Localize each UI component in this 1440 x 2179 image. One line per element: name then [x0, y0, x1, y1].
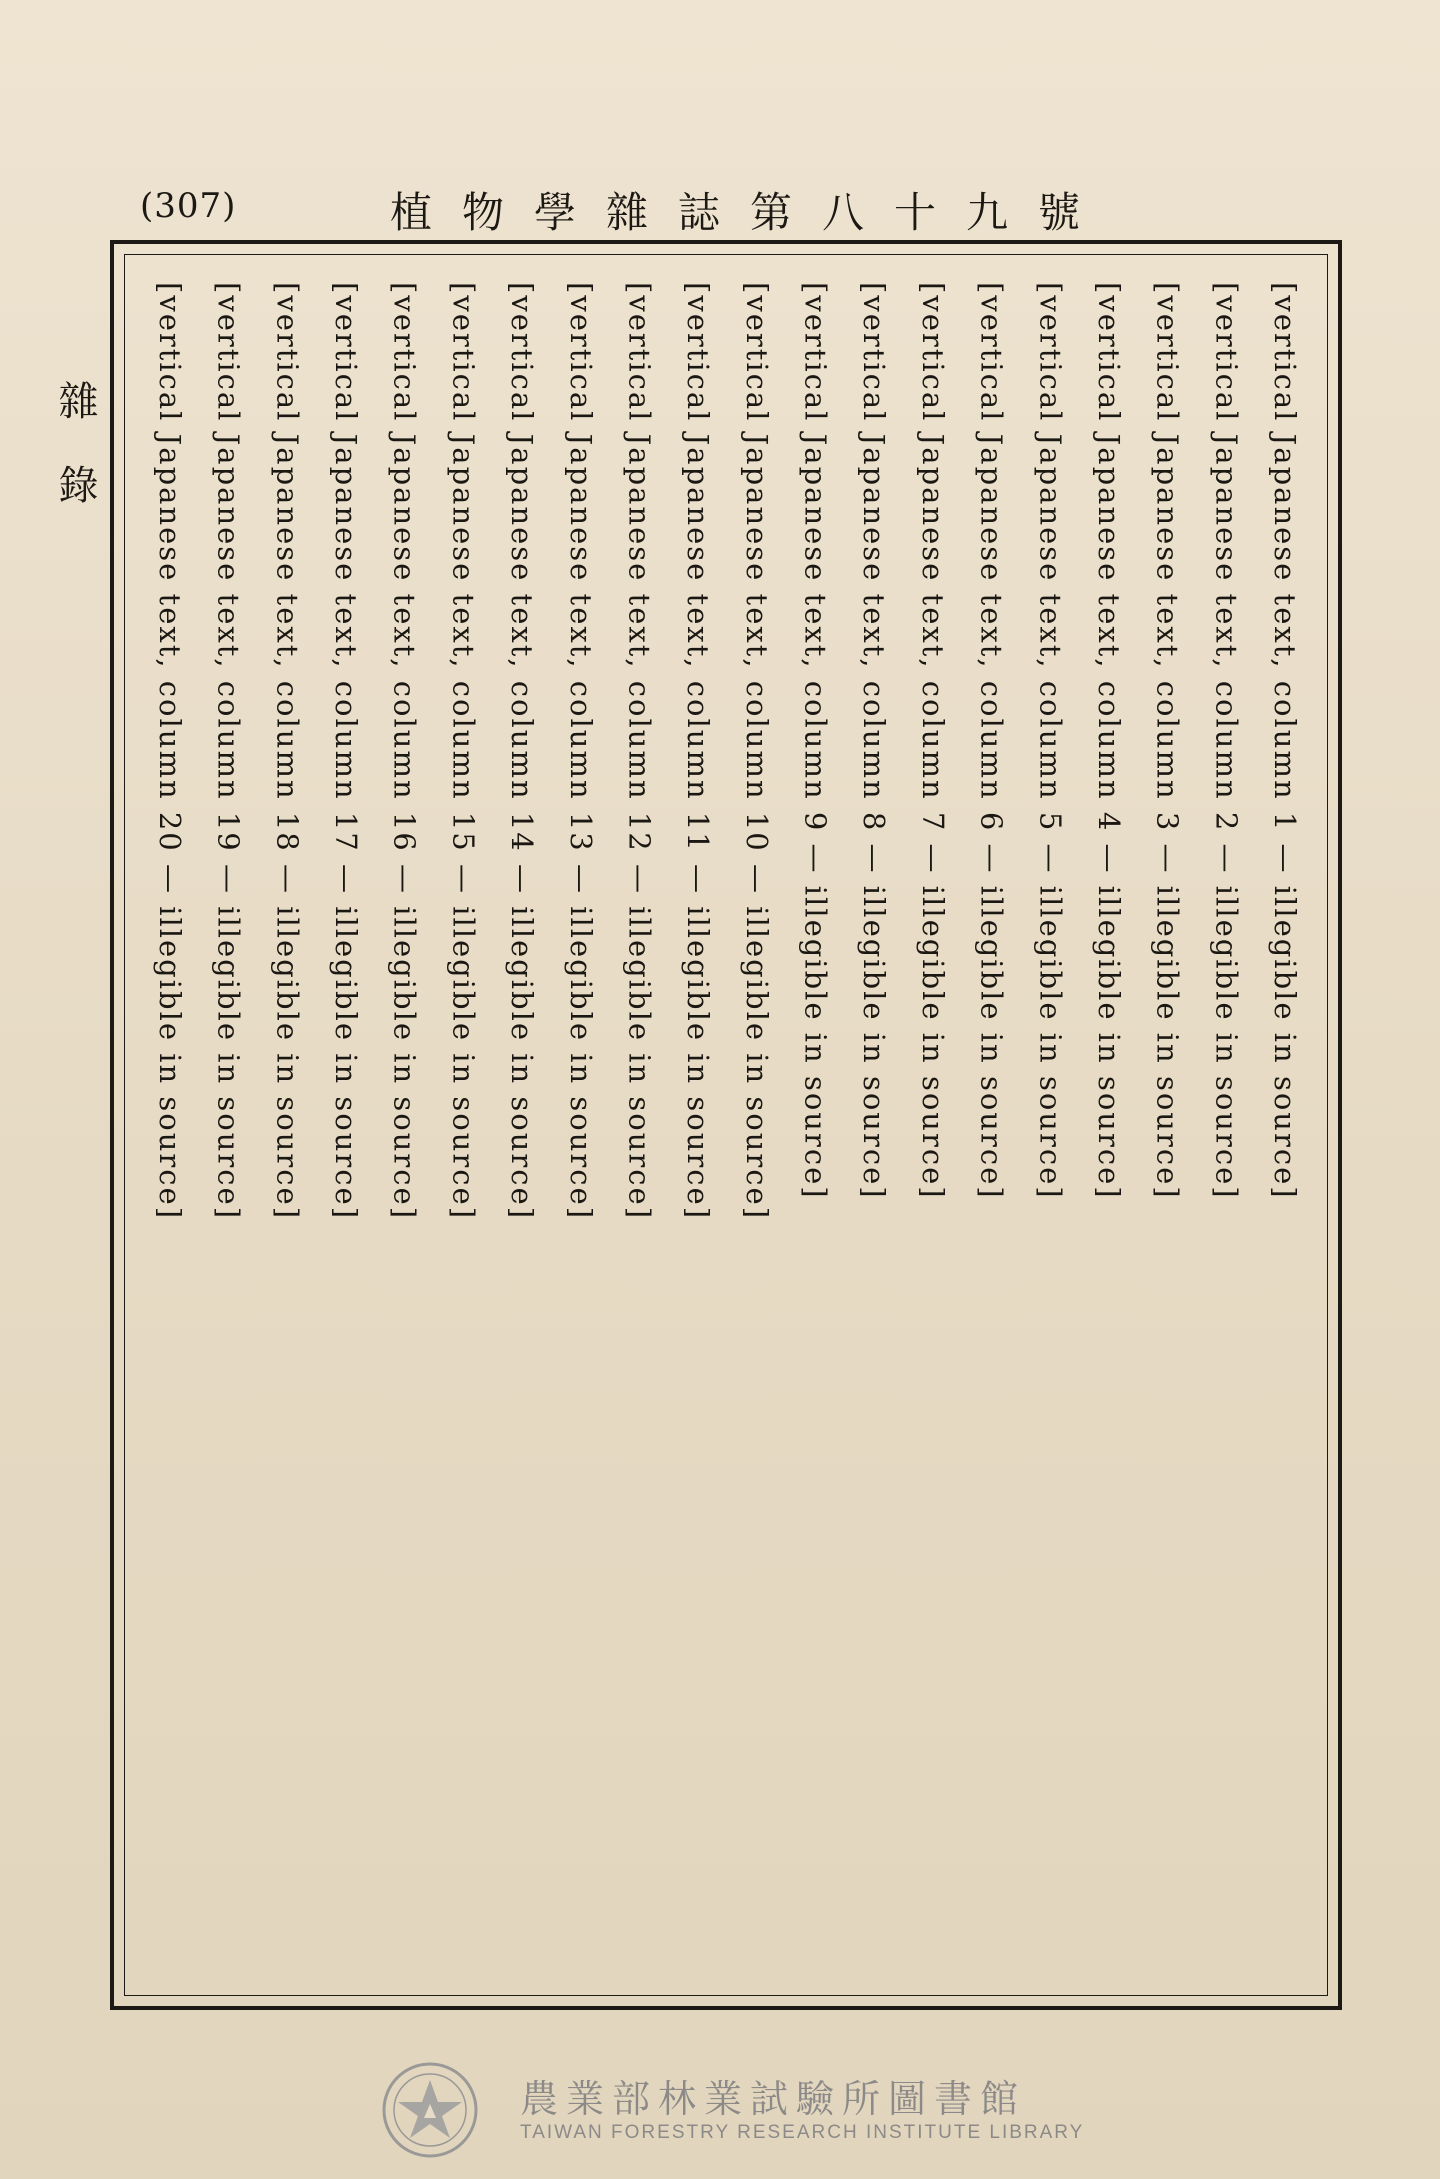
- text-column: [vertical Japanese text, column 13 — illegible in source]: [563, 282, 598, 1221]
- text-column: [vertical Japanese text, column 1 — illegible in source]: [1268, 282, 1302, 1200]
- library-seal-icon: [380, 2060, 480, 2160]
- text-column: [vertical Japanese text, column 15 — illegible in source]: [446, 282, 481, 1221]
- library-watermark: [380, 2060, 1085, 2160]
- text-column: [vertical Japanese text, column 18 — illegible in source]: [270, 282, 305, 1221]
- journal-title: 植物學雜誌第八十九號: [390, 188, 1111, 237]
- text-column: [vertical Japanese text, column 9 — illegible in source]: [798, 282, 833, 1200]
- text-column: [vertical Japanese text, column 6 — illegible in source]: [974, 282, 1009, 1200]
- text-column: [vertical Japanese text, column 7 — illegible in source]: [915, 282, 950, 1200]
- body-text: [140, 282, 1314, 1972]
- section-label: 雜錄: [52, 380, 98, 548]
- text-column: [vertical Japanese text, column 11 — illegible in source]: [681, 282, 716, 1221]
- text-column: [vertical Japanese text, column 10 — illegible in source]: [739, 282, 774, 1221]
- text-column: [vertical Japanese text, column 16 — illegible in source]: [387, 282, 422, 1221]
- text-column: [vertical Japanese text, column 8 — illegible in source]: [857, 282, 892, 1200]
- text-column: [vertical Japanese text, column 12 — illegible in source]: [622, 282, 657, 1221]
- page-number: (307): [140, 186, 237, 226]
- text-column: [vertical Japanese text, column 17 — illegible in source]: [329, 282, 363, 1221]
- text-column: [vertical Japanese text, column 2 — illegible in source]: [1209, 282, 1244, 1200]
- library-name-chinese: 農業部林業試驗所圖書館: [520, 2077, 1027, 2121]
- text-column: [vertical Japanese text, column 20 — illegible in source]: [152, 282, 187, 1221]
- library-name-english: TAIWAN FORESTRY RESEARCH INSTITUTE LIBRARY: [520, 2122, 1085, 2143]
- text-column: [vertical Japanese text, column 4 — illegible in source]: [1091, 282, 1126, 1200]
- text-column: [vertical Japanese text, column 5 — illegible in source]: [1033, 282, 1068, 1200]
- text-column: [vertical Japanese text, column 14 — illegible in source]: [505, 282, 540, 1221]
- text-column: [vertical Japanese text, column 19 — illegible in source]: [211, 282, 246, 1221]
- text-column: [vertical Japanese text, column 3 — illegible in source]: [1150, 282, 1185, 1200]
